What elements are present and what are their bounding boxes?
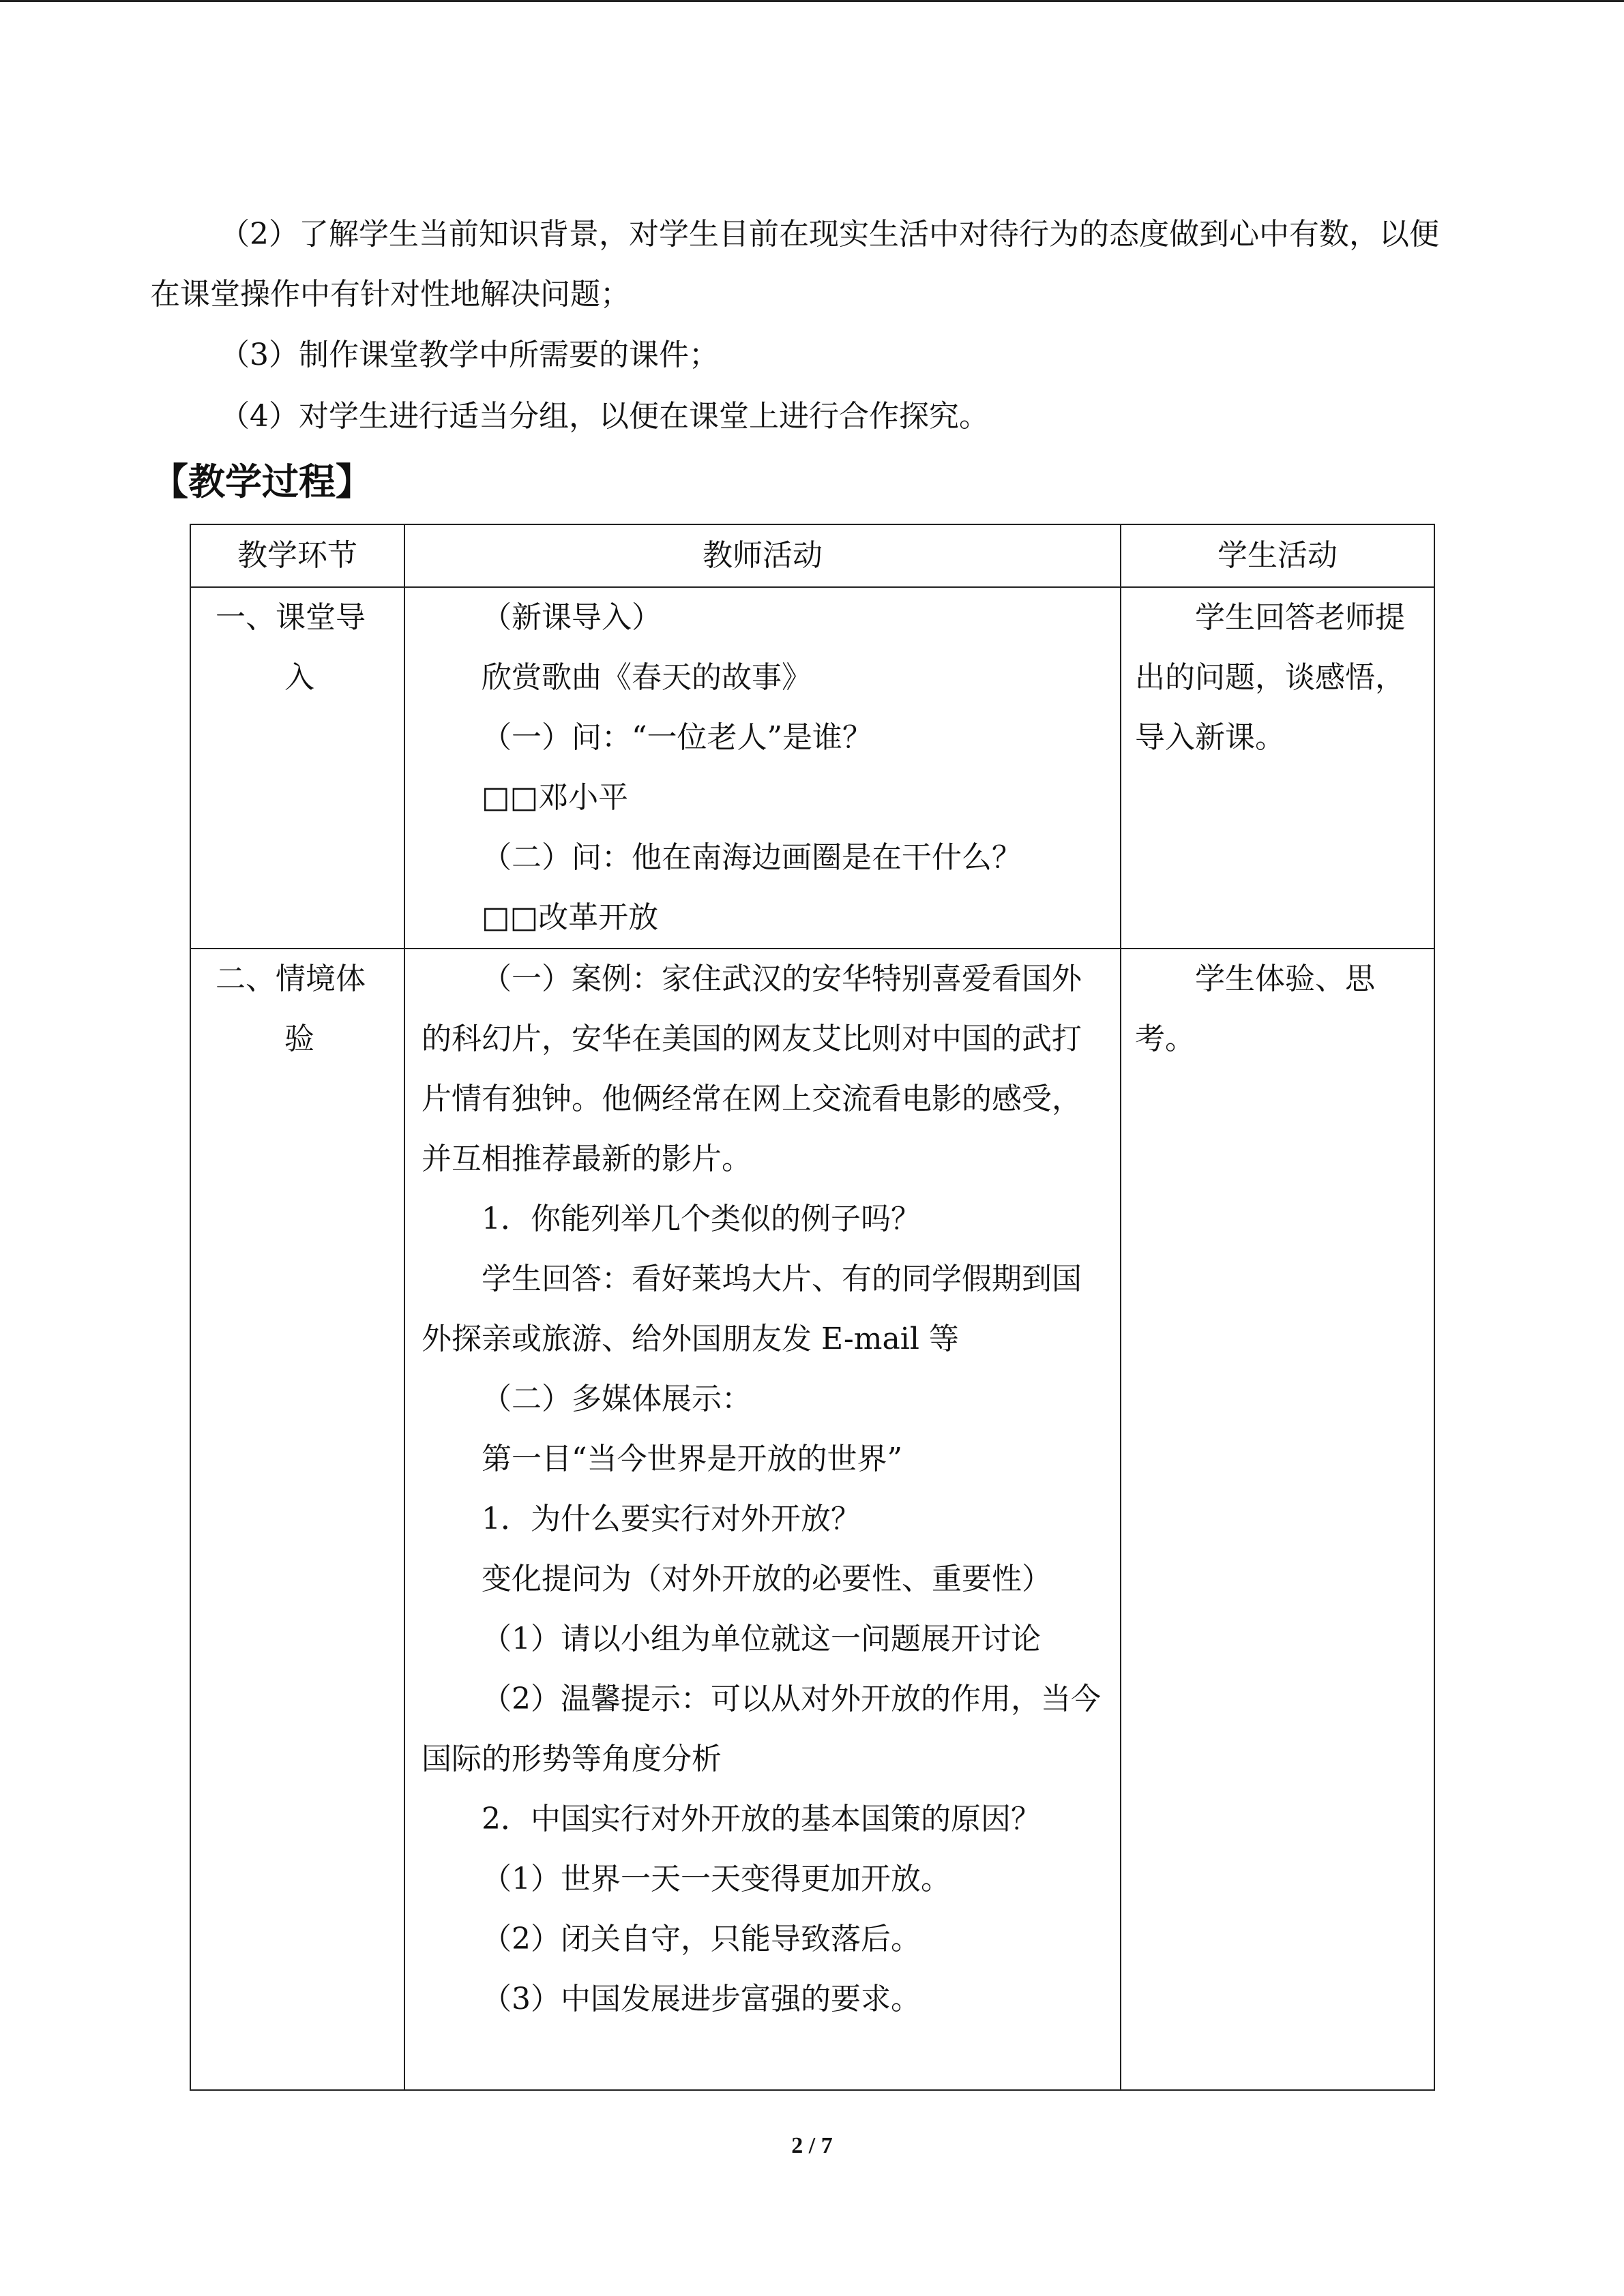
teacher-line: 1．你能列举几个类似的例子吗？ — [482, 1202, 921, 1236]
teacher-line: 1．为什么要实行对外开放？ — [482, 1502, 861, 1536]
stage-name — [216, 949, 390, 1069]
teacher-line: 欣赏歌曲《春天的故事》 — [482, 660, 812, 695]
header-stage: 教学环节 — [190, 524, 404, 587]
stage-name-line1: 二、情境体 — [216, 961, 366, 996]
teacher-line: （2）闭关自守，只能导致落后。 — [482, 1922, 921, 1956]
teacher-line: 学生回答：看好莱坞大片、有的同学假期到国外探亲或旅游、给外国朋友发 E-mail 等 — [422, 1262, 1082, 1356]
student-activity-cell — [1121, 949, 1434, 2090]
header-teacher-activity: 教师活动 — [404, 524, 1121, 587]
top-border-line — [0, 0, 1624, 2]
teacher-line: 第一目“当今世界是开放的世界” — [482, 1442, 902, 1476]
stage-cell — [190, 587, 404, 949]
teacher-line: （1）请以小组为单位就这一问题展开讨论 — [482, 1622, 1041, 1656]
teacher-line: □□邓小平 — [482, 780, 629, 815]
table-header-row — [190, 524, 1434, 587]
teacher-line: （一）案例：家住武汉的安华特别喜爱看国外的科幻片，安华在美国的网友艾比则对中国的武打片情有独钟。他俩经常在网上交流看电影的感受，并互相推荐最新的影片。 — [422, 961, 1082, 1176]
teacher-line: □□改革开放 — [482, 900, 659, 935]
table-row — [190, 587, 1434, 949]
stage-name-line2: 入 — [284, 660, 314, 695]
student-activity-text: 学生体验、思考。 — [1135, 961, 1375, 1056]
teacher-activity-cell — [404, 587, 1121, 949]
stage-name-line1: 一、课堂导 — [216, 600, 366, 635]
teacher-line: （一）问：“一位老人”是谁？ — [482, 720, 872, 755]
teacher-activity-cell — [404, 949, 1121, 2090]
teacher-line: 变化提问为（对外开放的必要性、重要性） — [482, 1562, 1052, 1596]
section-heading-teaching-process: 【教学过程】 — [151, 460, 372, 503]
teacher-line: （二）多媒体展示： — [482, 1382, 752, 1416]
stage-name — [216, 588, 390, 708]
teacher-line: （3）中国发展进步富强的要求。 — [482, 1982, 921, 2016]
teaching-process-table — [190, 524, 1435, 2091]
student-activity-cell — [1121, 587, 1434, 949]
teacher-line: 2．中国实行对外开放的基本国策的原因？ — [482, 1802, 1041, 1836]
teacher-line: （2）温馨提示：可以从对外开放的作用，当今国际的形势等角度分析 — [422, 1682, 1101, 1776]
preparation-item-3: （3）制作课堂教学中所需要的课件； — [220, 338, 719, 372]
teacher-line: （新课导入） — [482, 600, 662, 635]
preparation-item-2: （2）了解学生当前知识背景，对学生目前在现实生活中对待行为的态度做到心中有数，以便在课堂操作中有针对性地解决问题； — [150, 217, 1439, 312]
teacher-line: （1）世界一天一天变得更加开放。 — [482, 1862, 951, 1896]
table-row — [190, 949, 1434, 2090]
teacher-line: （二）问：他在南海边画圈是在干什么？ — [482, 840, 1022, 875]
page-number: 2 / 7 — [791, 2133, 833, 2158]
preparation-item-4: （4）对学生进行适当分组，以便在课堂上进行合作探究。 — [220, 399, 989, 434]
student-activity-text: 学生回答老师提出的问题，谈感悟，导入新课。 — [1135, 600, 1405, 755]
header-student-activity: 学生活动 — [1121, 524, 1434, 587]
stage-name-line2: 验 — [284, 1022, 314, 1056]
stage-cell — [190, 949, 404, 2090]
